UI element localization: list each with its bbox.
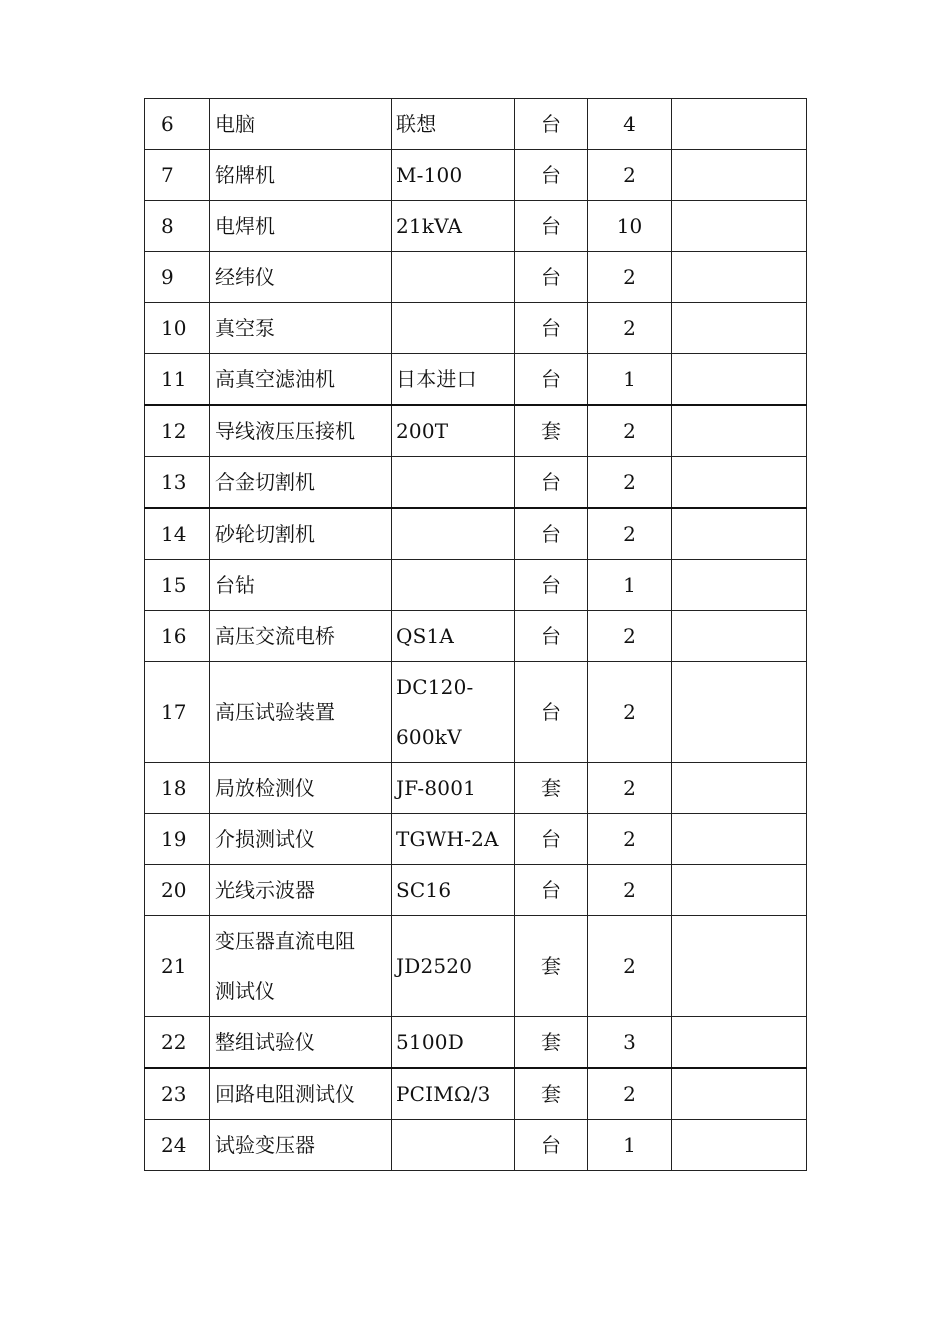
cell-unit: 套 (515, 763, 588, 814)
cell-remarks (672, 916, 807, 1017)
cell-number: 13 (145, 457, 210, 509)
cell-unit: 台 (515, 150, 588, 201)
cell-unit: 台 (515, 662, 588, 763)
cell-quantity: 2 (588, 662, 672, 763)
cell-quantity: 2 (588, 916, 672, 1017)
cell-unit: 台 (515, 1120, 588, 1171)
cell-equipment-name: 真空泵 (210, 303, 392, 354)
cell-equipment-name (210, 916, 392, 1017)
cell-unit: 台 (515, 865, 588, 916)
cell-quantity: 4 (588, 99, 672, 150)
cell-unit: 套 (515, 405, 588, 457)
cell-number: 19 (145, 814, 210, 865)
cell-model (392, 252, 515, 303)
cell-model (392, 1120, 515, 1171)
cell-equipment-name: 台钻 (210, 560, 392, 611)
table-row (145, 662, 807, 763)
cell-remarks (672, 201, 807, 252)
cell-number: 16 (145, 611, 210, 662)
cell-equipment-name: 局放检测仪 (210, 763, 392, 814)
table-row (145, 1120, 807, 1171)
cell-quantity: 2 (588, 763, 672, 814)
table-row (145, 201, 807, 252)
cell-quantity: 2 (588, 405, 672, 457)
cell-remarks (672, 865, 807, 916)
equipment-table-body (145, 99, 807, 1171)
cell-quantity: 2 (588, 150, 672, 201)
cell-model: JF-8001 (392, 763, 515, 814)
cell-unit: 台 (515, 814, 588, 865)
table-row (145, 457, 807, 509)
cell-remarks (672, 457, 807, 509)
cell-model (392, 508, 515, 560)
cell-unit: 台 (515, 560, 588, 611)
table-row (145, 865, 807, 916)
cell-model: SC16 (392, 865, 515, 916)
table-row (145, 611, 807, 662)
cell-remarks (672, 1017, 807, 1069)
cell-equipment-name: 高压交流电桥 (210, 611, 392, 662)
cell-remarks (672, 1068, 807, 1120)
cell-quantity: 2 (588, 865, 672, 916)
cell-remarks (672, 354, 807, 406)
cell-model: 21kVA (392, 201, 515, 252)
cell-quantity: 10 (588, 201, 672, 252)
cell-equipment-name: 高压试验装置 (210, 662, 392, 763)
table-row (145, 405, 807, 457)
cell-unit: 套 (515, 916, 588, 1017)
cell-quantity: 2 (588, 814, 672, 865)
model-line: DC120- (396, 675, 474, 699)
cell-model: JD2520 (392, 916, 515, 1017)
cell-model: 日本进口 (392, 354, 515, 406)
cell-equipment-name: 导线液压压接机 (210, 405, 392, 457)
cell-equipment-name: 铭牌机 (210, 150, 392, 201)
table-row (145, 252, 807, 303)
cell-model: QS1A (392, 611, 515, 662)
cell-model: PCIMΩ/3 (392, 1068, 515, 1120)
cell-model: TGWH-2A (392, 814, 515, 865)
cell-model (392, 662, 515, 763)
cell-equipment-name: 砂轮切割机 (210, 508, 392, 560)
cell-quantity: 1 (588, 354, 672, 406)
equipment-name-line: 测试仪 (215, 979, 275, 1003)
cell-number: 15 (145, 560, 210, 611)
cell-number: 17 (145, 662, 210, 763)
cell-quantity: 2 (588, 457, 672, 509)
cell-model: 200T (392, 405, 515, 457)
cell-remarks (672, 150, 807, 201)
cell-number: 10 (145, 303, 210, 354)
cell-number: 24 (145, 1120, 210, 1171)
cell-number: 14 (145, 508, 210, 560)
cell-equipment-name: 整组试验仪 (210, 1017, 392, 1069)
cell-remarks (672, 252, 807, 303)
cell-quantity: 3 (588, 1017, 672, 1069)
cell-equipment-name: 经纬仪 (210, 252, 392, 303)
cell-unit: 台 (515, 611, 588, 662)
cell-unit: 套 (515, 1068, 588, 1120)
cell-number: 21 (145, 916, 210, 1017)
cell-remarks (672, 560, 807, 611)
equipment-name-line: 变压器直流电阻 (215, 929, 355, 953)
equipment-table (144, 98, 807, 1171)
cell-quantity: 2 (588, 252, 672, 303)
cell-equipment-name: 回路电阻测试仪 (210, 1068, 392, 1120)
table-row (145, 99, 807, 150)
cell-quantity: 1 (588, 560, 672, 611)
cell-unit: 台 (515, 457, 588, 509)
cell-quantity: 2 (588, 611, 672, 662)
cell-remarks (672, 405, 807, 457)
cell-quantity: 2 (588, 303, 672, 354)
cell-equipment-name: 介损测试仪 (210, 814, 392, 865)
cell-remarks (672, 1120, 807, 1171)
cell-number: 20 (145, 865, 210, 916)
cell-remarks (672, 303, 807, 354)
table-row (145, 560, 807, 611)
cell-model: M-100 (392, 150, 515, 201)
cell-number: 22 (145, 1017, 210, 1069)
cell-number: 23 (145, 1068, 210, 1120)
cell-remarks (672, 611, 807, 662)
table-row (145, 916, 807, 1017)
cell-quantity: 2 (588, 1068, 672, 1120)
cell-equipment-name: 电焊机 (210, 201, 392, 252)
cell-equipment-name: 试验变压器 (210, 1120, 392, 1171)
table-row (145, 1068, 807, 1120)
cell-unit: 台 (515, 99, 588, 150)
cell-unit: 台 (515, 252, 588, 303)
cell-remarks (672, 662, 807, 763)
cell-equipment-name: 高真空滤油机 (210, 354, 392, 406)
table-row (145, 354, 807, 406)
cell-equipment-name: 合金切割机 (210, 457, 392, 509)
table-row (145, 1017, 807, 1069)
cell-unit: 套 (515, 1017, 588, 1069)
cell-model (392, 457, 515, 509)
cell-remarks (672, 508, 807, 560)
cell-number: 12 (145, 405, 210, 457)
cell-unit: 台 (515, 508, 588, 560)
cell-equipment-name: 光线示波器 (210, 865, 392, 916)
cell-unit: 台 (515, 201, 588, 252)
table-row (145, 150, 807, 201)
cell-remarks (672, 99, 807, 150)
cell-number: 18 (145, 763, 210, 814)
table-row (145, 763, 807, 814)
cell-unit: 台 (515, 303, 588, 354)
model-line: 600kV (396, 725, 462, 749)
cell-model (392, 560, 515, 611)
cell-remarks (672, 814, 807, 865)
cell-number: 8 (145, 201, 210, 252)
table-row (145, 508, 807, 560)
cell-model: 5100D (392, 1017, 515, 1069)
cell-quantity: 2 (588, 508, 672, 560)
table-row (145, 303, 807, 354)
cell-model: 联想 (392, 99, 515, 150)
cell-number: 9 (145, 252, 210, 303)
cell-number: 6 (145, 99, 210, 150)
cell-number: 7 (145, 150, 210, 201)
cell-unit: 台 (515, 354, 588, 406)
cell-number: 11 (145, 354, 210, 406)
cell-remarks (672, 763, 807, 814)
cell-model (392, 303, 515, 354)
cell-quantity: 1 (588, 1120, 672, 1171)
table-row (145, 814, 807, 865)
cell-equipment-name: 电脑 (210, 99, 392, 150)
